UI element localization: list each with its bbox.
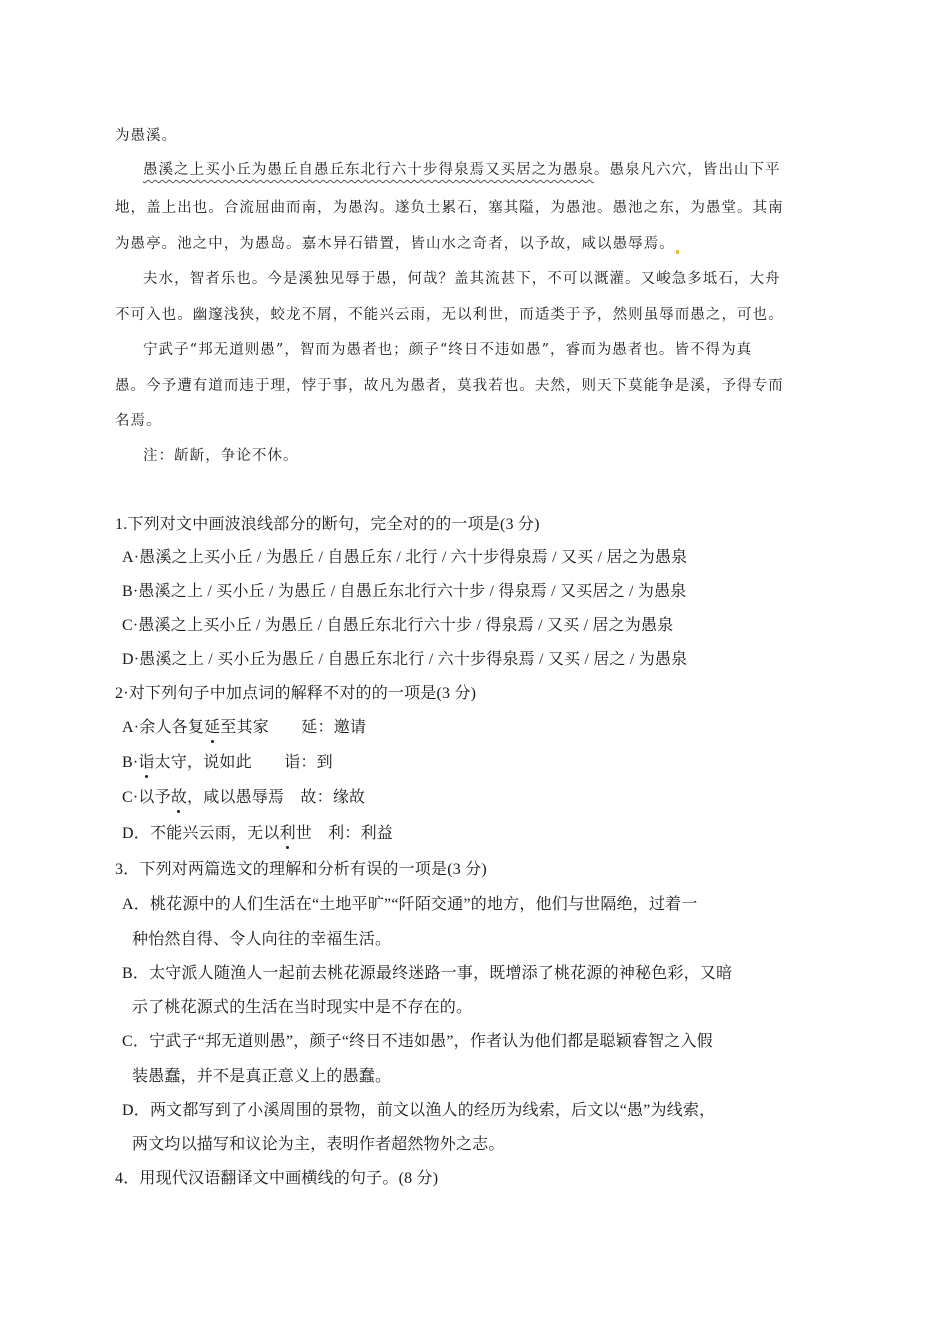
question-3-option-b-line-2: 示了桃花源式的生活在当时现实中是不存在的。 <box>132 999 473 1016</box>
passage-line: 为愚溪。 <box>115 128 178 144</box>
question-1-option-a: A·愚溪之上买小丘 / 为愚丘 / 自愚丘东 / 北行 / 六十步得泉焉 / 又买 / 居之为愚泉 <box>122 549 688 566</box>
question-3-stem: 3．下列对两篇选文的理解和分析有误的一项是(3 分) <box>115 861 487 878</box>
question-1-option-d: D·愚溪之上 / 买小丘为愚丘 / 自愚丘东北行 / 六十步得泉焉 / 又买 / 居之 / 为愚泉 <box>122 651 688 668</box>
passage-paragraph-3-line-1: 宁武子“邦无道则愚”，智而为愚者也；颜子“终日不违如愚”，睿而为愚者也。皆不得为真 <box>143 342 753 358</box>
question-1-stem: 1.下列对文中画波浪线部分的断句，完全对的的一项是(3 分) <box>115 516 540 533</box>
question-3-option-a-line-1: A．桃花源中的人们生活在“土地平旷”“阡陌交通”的地方，他们与世隔绝，过着一 <box>122 896 698 913</box>
question-2-option-c: C·以予故，咸以愚辱焉 故：缘故 <box>122 789 366 806</box>
question-2-option-b: B·诣太守，说如此 诣：到 <box>122 754 333 771</box>
question-2-option-d: D．不能兴云雨，无以利世 利：利益 <box>122 825 393 842</box>
passage-line: 不可入也。幽邃浅狭，蛟龙不屑，不能兴云雨，无以利世，而适类于予，然则虽辱而愚之，可也。 <box>115 307 784 323</box>
question-3-option-a-line-2: 种怡然自得、令人向往的幸福生活。 <box>132 931 392 948</box>
question-3-option-c-line-1: C．宁武子“邦无道则愚”，颜子“终日不违如愚”，作者认为他们都是聪颖睿智之入假 <box>122 1033 713 1050</box>
dotted-word: 故 <box>170 789 188 806</box>
margin-mark-icon <box>676 250 679 254</box>
passage-note: 注：龂龂，争论不休。 <box>143 448 299 464</box>
question-1-option-b: B·愚溪之上 / 买小丘 / 为愚丘 / 自愚丘东北行六十步 / 得泉焉 / 又买居之 / 为愚泉 <box>122 583 687 600</box>
question-3-option-d-line-1: D．两文都写到了小溪周围的景物，前文以渔人的经历为线索，后文以“愚”为线索， <box>122 1102 716 1119</box>
question-2-stem: 2·对下列句子中加点词的解释不对的的一项是(3 分) <box>115 685 477 702</box>
passage-line: 为愚亭。池之中，为愚岛。嘉木异石错置，皆山水之奇者，以予故，咸以愚辱焉。 <box>115 234 679 254</box>
question-3-option-b-line-1: B．太守派人随渔人一起前去桃花源最终迷路一事，既增添了桃花源的神秘色彩，又暗 <box>122 965 733 982</box>
dotted-word: 诣 <box>138 754 155 771</box>
dotted-word: 延 <box>204 719 221 736</box>
passage-line: 地，盖上出也。合流屈曲而南，为愚沟。遂负土累石，塞其隘，为愚池。愚池之东，为愚堂。其南 <box>115 200 784 216</box>
passage-paragraph-1-line-1: 愚溪之上买小丘为愚丘自愚丘东北行六十步得泉焉又买居之为愚泉。愚泉凡六穴，皆出山下平 <box>143 162 781 178</box>
question-3-option-d-line-2: 两文均以描写和议论为主，表明作者超然物外之志。 <box>132 1136 505 1153</box>
question-4-stem: 4．用现代汉语翻译文中画横线的句子。(8 分) <box>115 1170 439 1187</box>
question-3-option-c-line-2: 装愚蠢，并不是真正意义上的愚蠢。 <box>132 1068 392 1085</box>
passage-paragraph-2-line-1: 夫水，智者乐也。今是溪独见辱于愚，何哉？盖其流甚下，不可以溉灌。又峻急多坻石，大舟 <box>143 271 781 287</box>
passage-line: 名焉。 <box>115 413 162 429</box>
dotted-word: 利 <box>279 825 296 842</box>
question-1-option-c: C·愚溪之上买小丘 / 为愚丘 / 自愚丘东北行六十步 / 得泉焉 / 又买 / 居之为愚泉 <box>122 617 674 634</box>
wavy-underlined-sentence: 愚溪之上买小丘为愚丘自愚丘东北行六十步得泉焉又买居之为愚泉 <box>143 162 594 178</box>
passage-line: 愚。今予遭有道而违于理，悖于事，故凡为愚者，莫我若也。夫然，则天下莫能争是溪，予得专而 <box>115 378 784 394</box>
question-2-option-a: A·余人各复延至其家 延：邀请 <box>122 719 367 736</box>
